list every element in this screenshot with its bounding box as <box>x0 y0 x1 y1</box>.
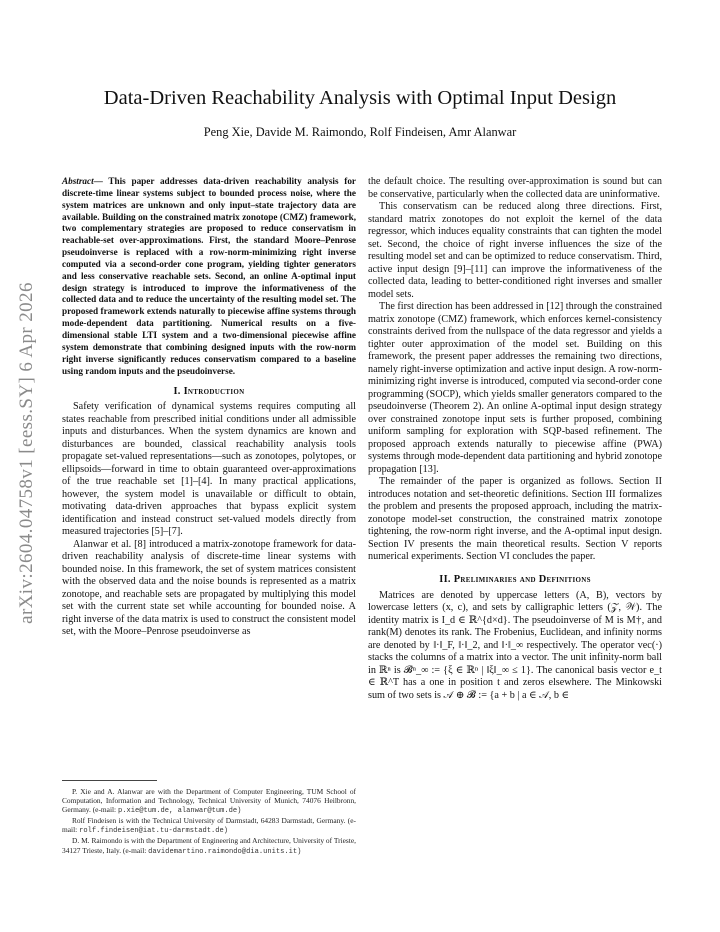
abstract-text: This paper addresses data-driven reachability analysis for discrete-time linear systems subject to bounded process noise, where the system matrices are unknown and only input–state trajectory data are available. Building on the constrained matrix zonotope (CMZ) framework, two complementary strategies are proposed to reduce conservatism in reachable-set over-approximations. First, the standard Moore–Penrose pseudoinverse is replaced with a row-norm-minimizing right inverse computed via a second-order cone program, yielding tighter generators and less conservative reachable sets. Second, an online A-optimal input design strategy is introduced to improve the informativeness of the collected data and to reduce the uncertainty of the resulting model set. The proposed framework extends naturally to piecewise affine systems through mode-dependent data partitioning. Numerical results on a five-dimensional stable LTI system and a two-dimensional piecewise affine system demonstrate that combining designed inputs with the row-norm right inverse significantly reduces conservatism compared to a baseline using random inputs and the pseudoinverse. <box>62 176 356 376</box>
abstract <box>62 176 356 377</box>
footnote-3-email: davidemartino.raimondo@dia.units.it) <box>148 847 302 856</box>
abstract-label: Abstract <box>62 176 94 186</box>
footnote-2-email: rolf.findeisen@iat.tu-darmstadt.de) <box>79 827 229 836</box>
footnotes <box>62 780 356 857</box>
footnote-rule <box>62 780 157 781</box>
footnote-3-text: D. M. Raimondo is with the Department of Engineering and Architecture, University of Trieste, 34127 Trieste, Italy. (e-mail: <box>62 836 356 855</box>
section-heading-preliminaries: II. Preliminaries and Definitions <box>439 573 591 585</box>
footnote-raimondo <box>62 836 356 856</box>
right-column <box>368 176 662 702</box>
section-heading-introduction: I. Introduction <box>173 386 245 398</box>
footnote-1-email: p.xie@tum.de, alanwar@tum.de) <box>117 807 242 816</box>
footnote-2-text: Rolf Findeisen is with the Technical University of Darmstadt, 64283 Darmstadt, Germany. (e-mail: <box>62 816 356 835</box>
footnote-1-text: P. Xie and A. Alanwar are with the Department of Computer Engineering, TUM School of Computation, Information and Technology, Technical University of Munich, 74076 Heilbronn, Germany. (e-mail: <box>62 787 356 815</box>
arxiv-identifier-text: arXiv:2604.04758v1 [eess.SY] 6 Apr 2026 <box>16 282 37 624</box>
footnote-findeisen <box>62 816 356 836</box>
intro-paragraph-5: The remainder of the paper is organized as follows. Section II introduces notation and set-theoretic definitions. Section III formalizes the problem and presents the proposed approach, including the matrix-zonotope model-set construction, the constrained matrix zonotope tightening, the row-norm right inverse, and the A-optimal input design. Section IV presents the main theoretical results. Section V reports numerical experiments. Section VI concludes the paper. <box>368 476 662 562</box>
intro-paragraph-1: Safety verification of dynamical systems requires computing all states reachable from prescribed initial conditions under all admissible inputs and disturbances. When the system dynamics are known and disturbances are bounded, classical reachability analysis tools propagate set-valued representations—such as zonotopes, polytopes, or ellipsoids—forward in time to obtain guaranteed over-approximations of the true reachable set [1]–[4]. In many practical applications, however, the system model is unavailable or difficult to obtain, motivating data-driven approaches that bypass explicit system identification and instead construct set-valued models directly from measured trajectories [5]–[7]. <box>62 401 356 538</box>
intro-paragraph-2-continued: the default choice. The resulting over-approximation is sound but can be conservative, particularly when the collected data are uninformative. <box>368 176 662 200</box>
intro-paragraph-4: The first direction has been addressed in [12] through the constrained matrix zonotope (CMZ) framework, which enforces kernel-consistency constraints derived from the nullspace of the data regressor and yields a tighter outer approximation of the model set. Building on this framework, the present paper addresses the remaining two directions, namely right-inverse optimization and active input design. A row-norm-minimizing right inverse is introduced, computed via second-order cone programming (SOCP), which yields smaller generators compared to the pseudoinverse (Theorem 2). An online A-optimal input design strategy over constrained zonotope input sets is further proposed, combining uniform sampling for exploration with SQP-based refinement. The proposed approach extends naturally to piecewise affine (PWA) systems through mode-dependent data partitioning and hybrid zonotope propagation [13]. <box>368 301 662 475</box>
abstract-dash: — <box>93 176 109 186</box>
arxiv-identifier-stamp <box>7 258 47 648</box>
intro-paragraph-3: This conservatism can be reduced along three directions. First, standard matrix zonotopes do not exploit the kernel of the data regressor, which induces equality constraints that can tighten the model set. Second, the choice of right inverse influences the size of the resulting model set and can be optimized to reduce conservatism. Third, active input design [9]–[11] can improve the informativeness of the collected data, leading to better-conditioned right inverses and smaller model sets. <box>368 201 662 300</box>
paper-title: Data-Driven Reachability Analysis with Optimal Input Design <box>103 87 617 109</box>
left-column <box>62 176 356 639</box>
intro-paragraph-2: Alanwar et al. [8] introduced a matrix-zonotope framework for data-driven reachability analysis of discrete-time linear systems with bounded noise. In this framework, the set of system matrices consistent with the observed data and the noise bounds is represented as a matrix zonotope, and reachable sets are propagated by multiplying this model set with the current state set while accounting for bounded noise. A right inverse of the data matrix is used to construct the consistent model set, with the Moore–Penrose pseudoinverse as <box>62 538 356 638</box>
preliminaries-paragraph-1: Matrices are denoted by uppercase letters (A, B), vectors by lowercase letters (x, c), and sets by calligraphic letters (𝒵, 𝒲). The identity matrix is I_d ∈ ℝ^{d×d}. The pseudoinverse of M is M†, and rank(M) denotes its rank. The Frobenius, Euclidean, and infinity norms are denoted by ‖·‖_F, ‖·‖_2, and ‖·‖_∞ respectively. The operator vec(·) stacks the columns of a matrix into a vector. The unit infinity-norm ball in ℝⁿ is 𝓑ⁿ_∞ := {ξ ∈ ℝⁿ | ‖ξ‖_∞ ≤ 1}. The canonical basis vector e_t ∈ ℝ^T has a one in position t and zeros elsewhere. The Minkowski sum of two sets is 𝒜 ⊕ 𝓑 := {a + b | a ∈ 𝒜, b ∈ <box>368 589 662 701</box>
footnote-xie-alanwar <box>62 787 356 816</box>
paper-authors: Peng Xie, Davide M. Raimondo, Rolf Findeisen, Amr Alanwar <box>203 125 517 139</box>
